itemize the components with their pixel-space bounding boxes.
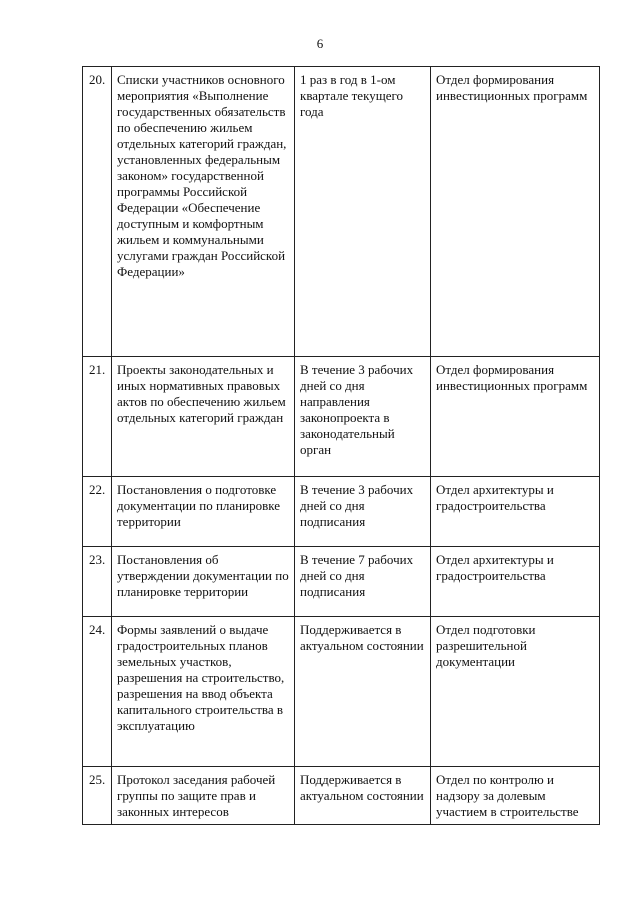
document-name: Протокол заседания рабочей группы по защите прав и законных интересов bbox=[112, 767, 295, 825]
responsible-department: Отдел формирования инвестиционных программ bbox=[431, 357, 600, 477]
row-number: 24. bbox=[83, 617, 112, 767]
responsible-department: Отдел по контролю и надзору за долевым участием в строительстве bbox=[431, 767, 600, 825]
document-name: Списки участников основного мероприятия «Выполнение государственных обязательств по обеспечению жильем отдельных категорий граждан, установленных федеральным законом» государственной программы Российской Федерации «Обеспечение доступным и комфортным жильем и коммунальными услугами граждан Российской Федерации» bbox=[112, 67, 295, 357]
publication-term: Поддерживается в актуальном состоянии bbox=[295, 617, 431, 767]
row-number: 22. bbox=[83, 477, 112, 547]
responsible-department: Отдел архитектуры и градостроительства bbox=[431, 547, 600, 617]
responsible-department: Отдел формирования инвестиционных программ bbox=[431, 67, 600, 357]
document-name: Постановления об утверждении документации по планировке территории bbox=[112, 547, 295, 617]
publication-term: Поддерживается в актуальном состоянии bbox=[295, 767, 431, 825]
table-row bbox=[83, 547, 600, 617]
table-row bbox=[83, 617, 600, 767]
page-number: 6 bbox=[316, 36, 324, 51]
row-number: 20. bbox=[83, 67, 112, 357]
publication-term: 1 раз в год в 1-ом квартале текущего года bbox=[295, 67, 431, 357]
responsible-department: Отдел подготовки разрешительной документации bbox=[431, 617, 600, 767]
document-table bbox=[82, 66, 600, 825]
row-number: 25. bbox=[83, 767, 112, 825]
table-row bbox=[83, 767, 600, 825]
publication-term: В течение 3 рабочих дней со дня подписания bbox=[295, 477, 431, 547]
publication-term: В течение 7 рабочих дней со дня подписания bbox=[295, 547, 431, 617]
document-name: Проекты законодательных и иных нормативных правовых актов по обеспечению жильем отдельных категорий граждан bbox=[112, 357, 295, 477]
document-name: Формы заявлений о выдаче градостроительных планов земельных участков, разрешения на строительство, разрешения на ввод объекта капитального строительства в эксплуатацию bbox=[112, 617, 295, 767]
table-row bbox=[83, 67, 600, 357]
row-number: 21. bbox=[83, 357, 112, 477]
table-row bbox=[83, 357, 600, 477]
document-name: Постановления о подготовке документации по планировке территории bbox=[112, 477, 295, 547]
publication-term: В течение 3 рабочих дней со дня направления законопроекта в законодательный орган bbox=[295, 357, 431, 477]
responsible-department: Отдел архитектуры и градостроительства bbox=[431, 477, 600, 547]
table-row bbox=[83, 477, 600, 547]
row-number: 23. bbox=[83, 547, 112, 617]
